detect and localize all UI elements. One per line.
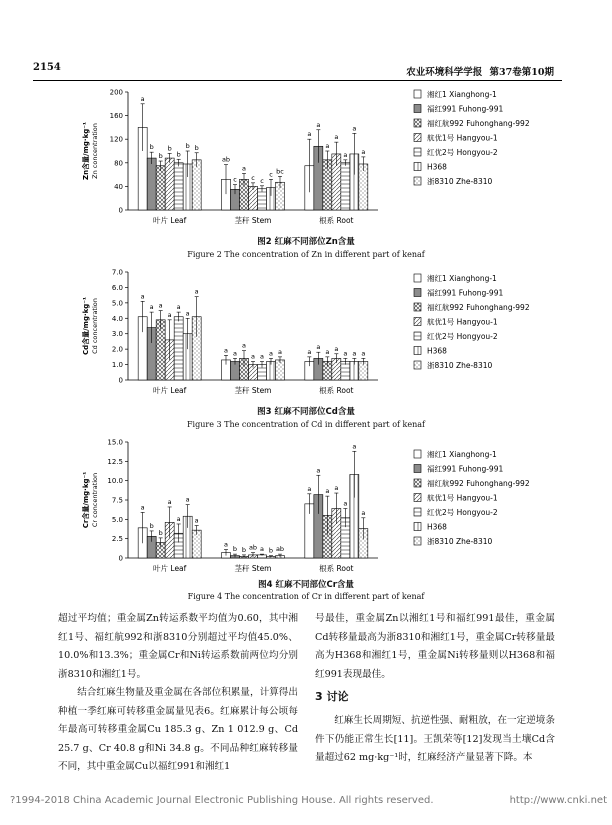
legend-swatch [414,163,421,171]
significance-letter: a [307,347,312,356]
page-number: 2154 [33,62,61,73]
significance-letter: a [242,164,246,173]
journal-header [406,64,554,78]
legend-label: 红优2号 Hongyou-2 [427,148,498,157]
significance-letter: a [325,142,330,150]
legend-swatch [414,479,421,487]
figure-2-chart [60,82,380,232]
significance-letter: b [232,545,238,554]
y-tick-label: 7.0 [111,268,123,277]
legend-swatch [414,332,421,340]
legend-swatch [414,134,421,142]
bar [147,158,156,210]
bar [192,160,201,210]
significance-letter: ab [248,543,258,552]
significance-letter: a [185,309,190,318]
significance-letter: a [224,346,228,355]
y-axis-label-en: Cr concentration [91,472,99,528]
figure-4-legend [412,446,602,556]
legend-swatch [414,523,421,531]
y-axis-label: Cd含量/mg·kg⁻¹ [82,296,90,356]
significance-letter: a [361,508,366,517]
x-category-label: 根系 Root [319,386,354,395]
significance-letter: a [149,303,154,312]
significance-letter: c [269,170,273,179]
significance-letter: a [269,349,273,358]
significance-letter: a [185,495,190,504]
y-tick-label: 3.0 [111,330,123,339]
significance-letter: a [194,516,199,525]
legend-swatch [414,361,421,369]
legend-swatch [414,148,421,156]
legend-swatch [414,289,421,297]
significance-letter: b [158,152,163,161]
significance-letter: b [158,528,163,537]
legend-label: 航优1号 Hangyou-1 [427,317,498,327]
significance-letter: a [158,301,163,310]
significance-letter: a [343,150,348,159]
significance-letter: a [352,442,357,451]
significance-letter: a [316,120,321,129]
legend-swatch [414,508,421,516]
legend-label: 航优1号 Hangyou-1 [427,493,498,503]
legend-label: 红优2号 Hongyou-2 [427,332,498,341]
significance-letter: a [176,303,181,312]
significance-letter: a [307,484,312,493]
legend-label: H368 [427,346,447,356]
left-column [58,610,298,777]
y-tick-label: 0 [118,206,123,215]
y-tick-label: 0 [118,376,123,385]
y-axis-label: Zn含量/mg·kg⁻¹ [82,121,90,181]
right-column [315,610,555,684]
legend-swatch [414,90,421,98]
figure-2-caption-en: Figure 2 The concentration of Zn in different part of kenaf [187,250,425,259]
significance-letter: a [140,94,145,103]
legend-swatch [414,347,421,355]
significance-letter: c [233,175,237,184]
significance-letter: a [307,130,312,139]
figure-2-legend [412,86,602,196]
legend-label: 福红991 Fuhong-991 [427,104,504,114]
y-axis-label: Cr含量/mg·kg⁻¹ [82,471,90,529]
significance-letter: a [334,344,339,353]
significance-letter: b [149,143,154,152]
y-tick-label: 5.0 [111,299,123,308]
legend-label: 福红航992 Fuhonghang-992 [427,479,530,488]
significance-letter: b [149,521,154,530]
figure-4-caption-cn: 图4 红麻不同部位Cr含量 [258,580,354,590]
legend-label: 浙8310 Zhe-8310 [427,537,493,546]
significance-letter: a [167,497,172,506]
volume-issue: 第37卷第10期 [489,67,554,78]
significance-letter: ab [221,155,231,164]
figure-3-legend [412,270,602,380]
legend-label: 福红航992 Fuhonghang-992 [427,119,530,128]
y-tick-label: 0 [118,554,123,563]
header-rule [33,80,562,81]
legend-swatch [414,465,421,473]
significance-letter: b [241,545,247,554]
significance-letter: a [260,545,264,554]
legend-label: H368 [427,162,447,172]
legend-label: 湘红1 Xianghong-1 [427,450,497,459]
significance-letter: a [140,503,145,512]
bar [156,166,165,210]
legend-label: 浙8310 Zhe-8310 [427,177,493,186]
y-tick-label: 5.0 [111,515,123,524]
legend-label: 红优2号 Hongyou-2 [427,508,498,517]
y-tick-label: 160 [109,112,123,121]
y-tick-label: 15.0 [107,438,123,447]
significance-letter: a [361,147,366,156]
significance-letter: a [176,514,181,523]
significance-letter: b [167,144,172,153]
y-axis-label-en: Zn concentration [91,123,99,179]
significance-letter: a [334,484,339,493]
y-tick-label: 40 [114,182,123,191]
legend-label: H368 [427,522,447,532]
significance-letter: a [233,349,237,358]
legend-label: 福红航992 Fuhonghang-992 [427,303,530,312]
left-paragraph-2: 结合红麻生物量及重金属在各部位积累量，计算得出种植一季红麻可转移重金属量见表6。红麻累计每公顷每年最高可转移重金属Cu 185.3 g、Zn 1 012.9 g、Cd 25.7 g、Cr 40.8 g和Ni 34.8 g。不同品种红麻转移量不同，其中重金属Cu以福红991和湘红1 [58,687,298,772]
x-category-label: 茎秆 Stem [234,216,272,225]
legend-swatch [414,537,421,545]
footer-copyright: ?1994-2018 China Academic Journal Electronic Publishing House. All rights reserved. [10,795,434,806]
x-category-label: 根系 Root [319,216,354,225]
y-tick-label: 120 [109,135,123,144]
significance-letter: a [316,343,321,352]
legend-label: 福红991 Fuhong-991 [427,288,504,298]
figure-4-caption-en: Figure 4 The concentration of Cr in different part of kenaf [187,592,425,601]
legend-swatch [414,177,421,185]
y-tick-label: 2.0 [111,345,123,354]
figure-3-chart [60,262,380,402]
y-tick-label: 200 [109,88,123,97]
significance-letter: a [278,347,282,356]
legend-swatch [414,318,421,326]
significance-letter: a [316,466,321,475]
left-paragraph-1: 超过平均值；重金属Zn转运系数平均值为0.60，其中湘红1号、福红航992和浙8310分别超过平均值45.0%、10.0%和13.3%；重金属Cr和Ni转运系数前两位均分别浙8310和湘红1号。 [58,613,298,680]
significance-letter: a [343,349,348,358]
y-tick-label: 10.0 [107,477,123,486]
y-axis-label-en: Cd concentration [91,298,99,354]
significance-letter: a [251,352,255,361]
y-tick-label: 12.5 [107,457,123,466]
legend-swatch [414,303,421,311]
significance-letter: c [251,173,255,182]
figure-3-caption-en: Figure 3 The concentration of Cd in different part of kenaf [187,420,425,429]
bar [174,317,183,380]
y-tick-label: 1.0 [111,361,123,370]
legend-label: 航优1号 Hangyou-1 [427,133,498,143]
footer [10,795,607,806]
x-category-label: 茎秆 Stem [234,564,272,573]
significance-letter: a [167,310,172,319]
figure-4-chart [60,432,380,580]
x-category-label: 根系 Root [319,564,354,573]
significance-letter: a [194,287,199,296]
x-category-label: 叶片 Leaf [153,216,187,225]
significance-letter: ab [275,545,285,554]
significance-letter: a [242,341,246,350]
significance-letter: a [325,347,330,356]
figure-2-caption-cn: 图2 红麻不同部位Zn含量 [257,237,355,247]
bar [258,189,267,210]
significance-letter: a [325,487,330,496]
right-paragraph-1: 号最佳，重金属Zn以湘红1号和福红991最佳，重金属Cd转移量最高为浙8310和湘红1号，重金属Cr转移量最高为H368和湘红1号，重金属Ni转移量则以H368和福红991表现最佳。 [315,613,555,680]
bar [341,163,350,210]
significance-letter: a [352,349,357,358]
legend-label: 湘红1 Xianghong-1 [427,90,497,99]
significance-letter: a [352,124,357,133]
legend-swatch [414,105,421,113]
legend-label: 浙8310 Zhe-8310 [427,361,493,370]
y-tick-label: 7.5 [111,496,123,505]
y-tick-label: 4.0 [111,314,123,323]
significance-letter: a [334,133,339,142]
y-tick-label: 2.5 [111,535,123,544]
right-paragraph-2: 红麻生长周期短、抗逆性强、耐粗放，在一定逆境条件下仍能正常生长[11]。王凯荣等[12]发现当土壤Cd含量超过62 mg·kg⁻¹时，红麻经济产量显著下降。本 [315,715,555,763]
significance-letter: bc [276,167,284,176]
right-column-2 [315,712,555,768]
x-category-label: 叶片 Leaf [153,386,187,395]
footer-url: http://www.cnki.net [509,795,607,806]
significance-letter: a [361,349,366,358]
significance-letter: b [268,546,274,555]
section-heading: 3 讨论 [315,690,349,703]
significance-letter: b [194,143,199,152]
legend-swatch [414,450,421,458]
significance-letter: b [185,142,190,150]
y-tick-label: 80 [114,159,123,168]
legend-label: 福红991 Fuhong-991 [427,464,504,474]
bar [165,158,174,210]
bar [174,163,183,210]
significance-letter: a [260,352,264,361]
significance-letter: b [176,150,181,159]
legend-label: 湘红1 Xianghong-1 [427,274,497,283]
legend-swatch [414,274,421,282]
legend-swatch [414,119,421,127]
significance-letter: a [343,499,348,508]
significance-letter: a [224,540,228,549]
significance-letter: c [260,176,264,185]
x-category-label: 茎秆 Stem [234,386,272,395]
x-category-label: 叶片 Leaf [153,564,187,573]
legend-swatch [414,494,421,502]
journal-title: 农业环境科学学报 [406,67,483,78]
figure-3-caption-cn: 图3 红麻不同部位Cd含量 [257,407,355,417]
y-tick-label: 6.0 [111,283,123,292]
significance-letter: a [140,292,145,301]
